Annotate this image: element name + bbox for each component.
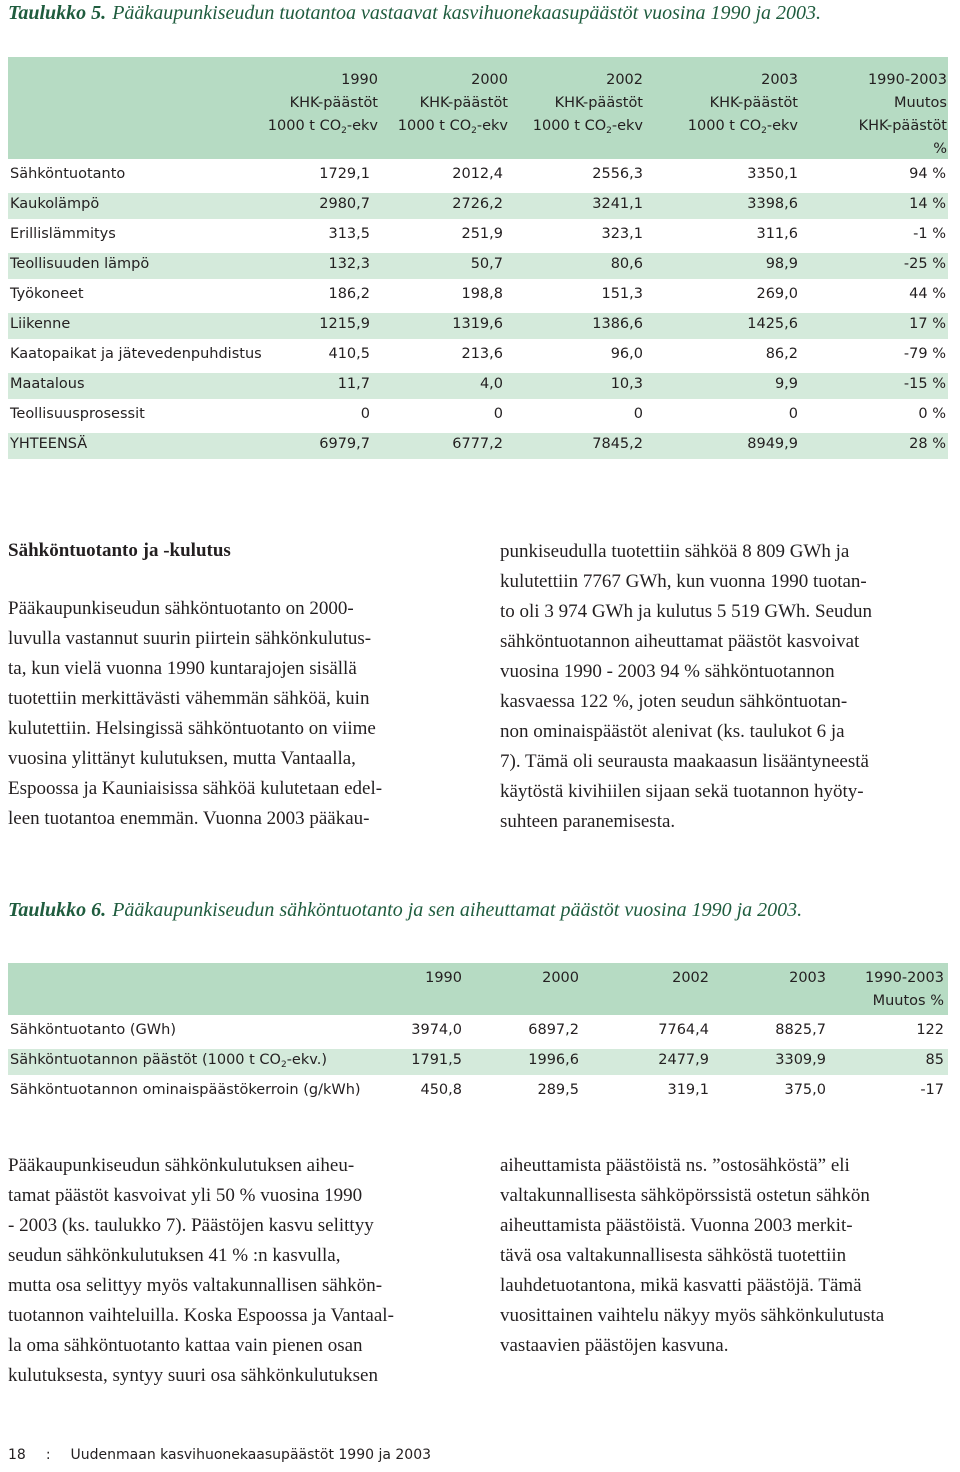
table-cell: 1425,6	[747, 316, 798, 332]
table-cell: 3241,1	[592, 196, 643, 212]
row-label: Sähköntuotanto (GWh)	[10, 1022, 176, 1038]
table-cell: -79 %	[903, 346, 946, 362]
table-cell: 311,6	[756, 226, 798, 242]
row-label-part: -ekv.)	[286, 1052, 327, 1068]
table-cell: 3398,6	[747, 196, 798, 212]
table-cell: 198,8	[461, 286, 503, 302]
text-line: suhteen paranemisesta.	[500, 811, 676, 832]
table-row	[8, 1045, 948, 1075]
text-line: aiheuttamista päästöistä. Vuonna 2003 merkit-	[500, 1215, 853, 1236]
table-cell: -15 %	[903, 376, 946, 392]
table-cell: 0	[360, 406, 370, 422]
table-cell: -17	[920, 1082, 944, 1098]
table5-caption	[8, 2, 821, 25]
table-row	[8, 369, 948, 399]
table-cell: 28 %	[909, 436, 946, 452]
text-line: valtakunnallisesta sähköpörssistä ostetun sähkön	[500, 1185, 870, 1206]
table-cell: 213,6	[461, 346, 503, 362]
row-label: Liikenne	[10, 316, 71, 332]
table-cell: 132,3	[328, 256, 370, 272]
table-cell: 98,9	[765, 256, 798, 272]
section-left-column	[8, 594, 458, 834]
table6-header-col-2000: 2000	[542, 970, 579, 986]
text-line: non ominaispäästöt alenivat (ks. taulukot 6 ja	[500, 721, 845, 742]
text-line: ta, kun vielä vuonna 1990 kuntarajojen sisällä	[8, 658, 357, 679]
table-cell: 1791,5	[411, 1052, 462, 1068]
text-line: tuotettiin merkittävästi vähemmän sähköä, kuin	[8, 688, 370, 709]
table-cell: 1215,9	[319, 316, 370, 332]
text-line: Pääkaupunkiseudun sähköntuotanto on 2000-	[8, 598, 354, 619]
table5-header-col-2000: 2000 KHK-päästöt 1000 t $CO_2$-ekv	[397, 72, 508, 136]
table-row	[8, 399, 948, 429]
text-line: sähköntuotannon aiheuttamat päästöt kasvoivat	[500, 631, 860, 652]
table-cell: 2980,7	[319, 196, 370, 212]
row-label: Sähköntuotannon ominaispäästökerroin (g/kWh)	[10, 1082, 361, 1098]
table-cell: 269,0	[756, 286, 798, 302]
text-line: 7). Tämä oli seurausta maakaasun lisääntyneestä	[500, 751, 869, 772]
table-cell: 4,0	[479, 376, 503, 392]
table5-header-col-1990: 1990 KHK-päästöt 1000 t $CO_2$-ekv	[267, 72, 378, 136]
table-row	[8, 219, 948, 249]
table5-caption-number: Taulukko 5.	[8, 2, 107, 24]
table-row	[8, 1015, 948, 1045]
table-cell: 14 %	[909, 196, 946, 212]
table6-caption-number: Taulukko 6.	[8, 899, 107, 921]
table-cell: 94 %	[909, 166, 946, 182]
table-row	[8, 429, 948, 459]
table-cell: 86,2	[765, 346, 798, 362]
text-line: Pääkaupunkiseudun sähkönkulutuksen aiheu-	[8, 1155, 355, 1176]
section-right-column	[500, 537, 958, 837]
row-label: Sähköntuotanto	[10, 166, 126, 182]
table6-header-col-2002: 2002	[672, 970, 709, 986]
table-cell: 85	[925, 1052, 944, 1068]
table-cell: 186,2	[328, 286, 370, 302]
table-cell: 410,5	[328, 346, 370, 362]
table-cell: 11,7	[337, 376, 370, 392]
table-cell: 80,6	[610, 256, 643, 272]
table5-header-col-2002: 2002 KHK-päästöt 1000 t $CO_2$-ekv	[532, 72, 643, 136]
table-cell: -1 %	[913, 226, 946, 242]
table-cell: 6979,7	[319, 436, 370, 452]
table6-header	[8, 963, 948, 1015]
table-cell: 3309,9	[775, 1052, 826, 1068]
table-cell: 1996,6	[528, 1052, 579, 1068]
table-row	[8, 309, 948, 339]
table-cell: 313,5	[328, 226, 370, 242]
page-number: 18	[8, 1447, 26, 1463]
table-cell: 44 %	[909, 286, 946, 302]
table-cell: 2477,9	[658, 1052, 709, 1068]
table6	[8, 963, 948, 1105]
publication-title: Uudenmaan kasvihuonekaasupäästöt 1990 ja 2003	[70, 1447, 432, 1463]
row-label: Kaukolämpö	[10, 196, 100, 212]
text-line: kulutuksesta, syntyy suuri osa sähkönkulutuksen	[8, 1365, 378, 1386]
text-line: tuotannon vaihteluilla. Koska Espoossa ja Vantaal-	[8, 1305, 394, 1326]
table-cell: 323,1	[601, 226, 643, 242]
page-footer	[8, 1447, 431, 1463]
table5-header	[8, 57, 948, 159]
table-cell: 0 %	[918, 406, 946, 422]
table6-caption-text: Pääkaupunkiseudun sähköntuotanto ja sen aiheuttamat päästöt vuosina 1990 ja 2003.	[112, 899, 803, 921]
text-line: tävä osa valtakunnallisesta sähköstä tuotettiin	[500, 1245, 847, 1266]
table-cell: 1729,1	[319, 166, 370, 182]
table-cell: 96,0	[610, 346, 643, 362]
table-cell: 450,8	[420, 1082, 462, 1098]
table-cell: 375,0	[784, 1082, 826, 1098]
text-line: tamat päästöt kasvoivat yli 50 % vuosina 1990	[8, 1185, 363, 1206]
text-line: - 2003 (ks. taulukko 7). Päästöjen kasvu selittyy	[8, 1215, 374, 1236]
footer-separator: :	[45, 1447, 51, 1463]
text-line: punkiseudulla tuotettiin sähköä 8 809 GWh ja	[500, 541, 850, 562]
table-cell: 10,3	[610, 376, 643, 392]
section-heading: Sähköntuotanto ja -kulutus	[8, 540, 231, 561]
table-cell: 122	[916, 1022, 944, 1038]
table-cell: 251,9	[461, 226, 503, 242]
text-line: leen tuotantoa enemmän. Vuonna 2003 pääkau-	[8, 808, 370, 829]
table-cell: 6897,2	[528, 1022, 579, 1038]
subscript-2: 2	[280, 1060, 287, 1070]
table-row	[8, 1075, 948, 1105]
text-line: to oli 3 974 GWh ja kulutus 5 519 GWh. Seudun	[500, 601, 873, 622]
table-cell: 6777,2	[452, 436, 503, 452]
text-line: Espoossa ja Kauniaisissa sähköä kulutetaan edel-	[8, 778, 383, 799]
text-line: käytöstä kivihiilen sijaan sekä tuotannon hyöty-	[500, 781, 864, 802]
row-label: Teollisuuden lämpö	[10, 256, 150, 272]
table-row	[8, 189, 948, 219]
table-row	[8, 339, 948, 369]
table-cell: 8825,7	[775, 1022, 826, 1038]
table-cell: 319,1	[667, 1082, 709, 1098]
table-cell: 2726,2	[452, 196, 503, 212]
text-line: kulutettiin. Helsingissä sähköntuotanto on viime	[8, 718, 376, 739]
text-line: kasvaessa 122 %, joten seudun sähköntuotan-	[500, 691, 848, 712]
table5-body	[8, 159, 948, 459]
text-line: kulutettiin 7767 GWh, kun vuonna 1990 tuotan-	[500, 571, 867, 592]
text-line: lauhdetuotantona, mikä kasvatti päästöjä. Tämä	[500, 1275, 862, 1296]
table-cell: 0	[633, 406, 643, 422]
table-cell: 0	[493, 406, 503, 422]
row-label	[10, 1052, 327, 1070]
table-row	[8, 159, 948, 189]
table-cell: 0	[788, 406, 798, 422]
row-label: Erillislämmitys	[10, 226, 116, 242]
table5-header-col-2003: 2003 KHK-päästöt 1000 t $CO_2$-ekv	[687, 72, 798, 136]
table-cell: 9,9	[774, 376, 798, 392]
table-cell: 7845,2	[592, 436, 643, 452]
table5-header-col-change: 1990-2003 Muutos KHK-päästöt %	[858, 72, 947, 157]
text-line: vuosittainen vaihtelu näkyy myös sähkönkulutusta	[500, 1305, 885, 1326]
text-line: luvulla vastannut suurin piirtein sähkönkulutus-	[8, 628, 372, 649]
table6-caption	[8, 899, 802, 922]
text-line: vuosina ylittänyt kulutuksen, mutta Vantaalla,	[8, 748, 356, 769]
row-label: Työkoneet	[10, 286, 84, 302]
table5	[8, 57, 948, 459]
table-cell: -25 %	[903, 256, 946, 272]
row-label: YHTEENSÄ	[10, 436, 88, 452]
table-cell: 289,5	[537, 1082, 579, 1098]
table-cell: 151,3	[601, 286, 643, 302]
text-line: la oma sähköntuotanto kattaa vain pienen osan	[8, 1335, 363, 1356]
table-cell: 3974,0	[411, 1022, 462, 1038]
bottom-left-column	[8, 1151, 468, 1391]
text-line: mutta osa selittyy myös valtakunnallisen sähkön-	[8, 1275, 383, 1296]
row-label: Maatalous	[10, 376, 85, 392]
table6-header-col-change: 1990-2003 Muutos %	[864, 970, 944, 1009]
table-cell: 2012,4	[452, 166, 503, 182]
table-cell: 50,7	[470, 256, 503, 272]
text-line: vuosina 1990 - 2003 94 % sähköntuotannon	[500, 661, 835, 682]
table5-caption-text: Pääkaupunkiseudun tuotantoa vastaavat kasvihuonekaasupäästöt vuosina 1990 ja 2003.	[112, 2, 821, 24]
table-cell: 1319,6	[452, 316, 503, 332]
table-row	[8, 279, 948, 309]
table-cell: 3350,1	[747, 166, 798, 182]
table-cell: 8949,9	[747, 436, 798, 452]
table-cell: 1386,6	[592, 316, 643, 332]
table6-header-col-2003: 2003	[789, 970, 826, 986]
table-row	[8, 249, 948, 279]
bottom-right-column	[500, 1151, 958, 1361]
row-label: Kaatopaikat ja jätevedenpuhdistus	[10, 346, 262, 362]
text-line: aiheuttamista päästöistä ns. ”ostosähköstä” eli	[500, 1155, 850, 1176]
table-cell: 17 %	[909, 316, 946, 332]
text-line: vastaavien päästöjen kasvuna.	[500, 1335, 729, 1356]
table6-header-col-1990: 1990	[425, 970, 462, 986]
table-cell: 7764,4	[658, 1022, 709, 1038]
table6-body	[8, 1015, 948, 1105]
text-line: seudun sähkönkulutuksen 41 % :n kasvulla,	[8, 1245, 341, 1266]
row-label: Teollisuusprosessit	[10, 406, 145, 422]
row-label-part: Sähköntuotannon päästöt (1000 t CO	[10, 1052, 281, 1068]
table-cell: 2556,3	[592, 166, 643, 182]
